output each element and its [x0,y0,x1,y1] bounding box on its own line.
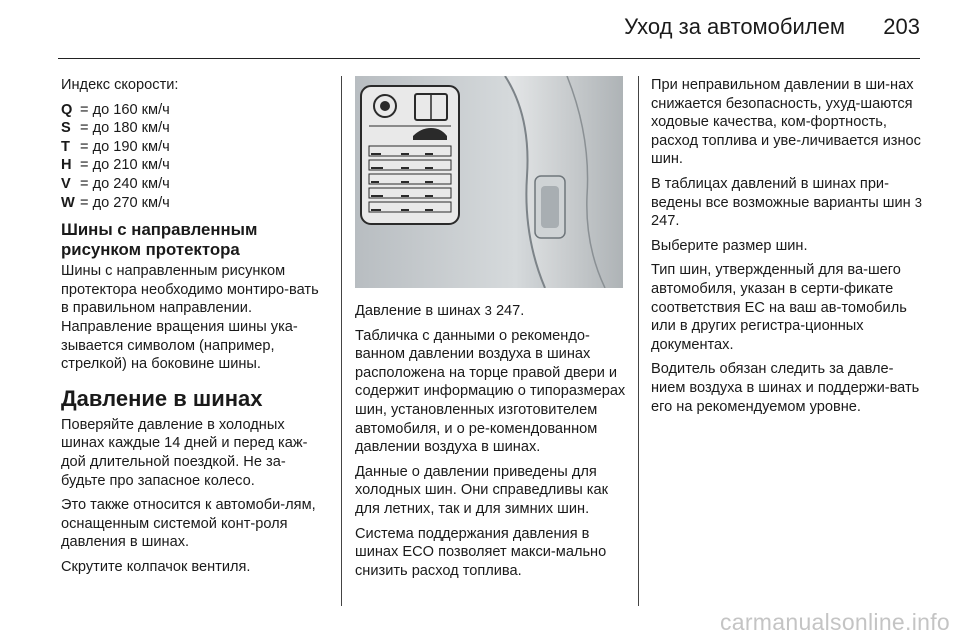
speed-index-row [61,138,329,157]
speed-text: = до 240 км/ч [80,175,170,192]
speed-intro: Индекс скорости: [61,77,179,93]
watermark: carmanualsonline.info [719,609,950,635]
pressure-paragraph-2: Это также относится к автомоби-лям, оснащенным системой конт-роля давления в шинах. [61,497,316,551]
column-2 [355,76,627,586]
speed-index-row [61,194,329,213]
speed-code: T [61,138,70,155]
pressure-paragraph-1: Поверяйте давление в холодных шинах каждые 14 дней и перед каж-дой длительной поездкой. Не за-будьте про запасное колесо. [61,416,308,489]
column-3 [651,76,927,422]
approved-tyres-text: Тип шин, утвержденный для ва-шего автомобиля, указан в серти-фикате соответствия ЕС на ваш ав-томобиль или в других регистра-ционных документах. [651,262,907,353]
label-location-text: Табличка с данными о рекомендо-ванном давлении воздуха в шинах расположена на торце правой двери и содержит информацию о типоразмерах шин, установленных изготовителем автомобиля, и о ре-комендованном давлении воздуха в шинах. [355,327,626,456]
speed-code: H [61,157,72,174]
speed-index-list [61,101,329,213]
directional-tyres-text: Шины с направленным рисунком протектора необходимо монтиро-вать в правильном направлении. Направление вращения шины ука-зывается символом (например, стрелкой) на боковине шины. [61,263,319,373]
speed-code: V [61,175,71,192]
column-1 [61,76,329,582]
page-reference-icon: 3 [484,303,492,318]
speed-text: = до 160 км/ч [80,101,170,118]
pressure-paragraph-3: Скрутите колпачок вентиля. [61,558,251,575]
speed-code: Q [61,101,73,118]
choose-size-text: Выберите размер шин. [651,237,808,254]
cold-tyre-text: Данные о давлении приведены для холодных шин. Они справедливы как для летних, так и для зимних шин. [355,463,608,517]
tyre-pressure-label-figure [355,76,623,288]
column-divider-1 [341,76,342,606]
speed-code: S [61,120,71,137]
tyre-pressure-heading: Давление в шинах [61,385,263,411]
door-pillar-illustration [355,76,623,288]
speed-code: W [61,194,75,211]
pressure-reference-page: 247. [495,303,525,319]
column-divider-2 [638,76,639,606]
speed-index-row [61,119,329,138]
pressure-tables-sentence: В таблицах давлений в шинах при-ведены все возможные варианты шин [651,175,911,211]
pressure-tables-text [651,175,927,231]
page-reference-icon: 3 [914,194,922,210]
wrong-pressure-text: При неправильном давлении в ши-нах снижается безопасность, ухуд-шаются ходовые качества, ком-фортность, расход топлива и уве-личивается износ шин. [651,77,921,168]
page-number: 203 [883,14,920,39]
page-header [0,0,960,62]
pressure-reference [355,302,627,321]
speed-text: = до 270 км/ч [80,194,170,211]
speed-index-row [61,175,329,194]
driver-duty-text: Водитель обязан следить за давле-нием воздуха в шинах и поддержи-вать его на рекомендуемом уровне. [651,361,920,415]
directional-tyres-heading: Шины с направленным рисунком протектора [61,220,258,260]
pressure-tables-page: 247. [651,213,680,230]
speed-index-row [61,101,329,120]
speed-text: = до 210 км/ч [80,157,170,174]
eco-system-text: Система поддержания давления в шинах ECO позволяет макси-мально снизить расход топлива. [355,525,607,579]
speed-index-row [61,156,329,175]
speed-text: = до 180 км/ч [80,120,170,137]
header-rule [58,58,920,59]
pressure-reference-text: Давление в шинах [355,303,481,319]
speed-text: = до 190 км/ч [80,138,170,155]
header-title: Уход за автомобилем [624,14,845,39]
